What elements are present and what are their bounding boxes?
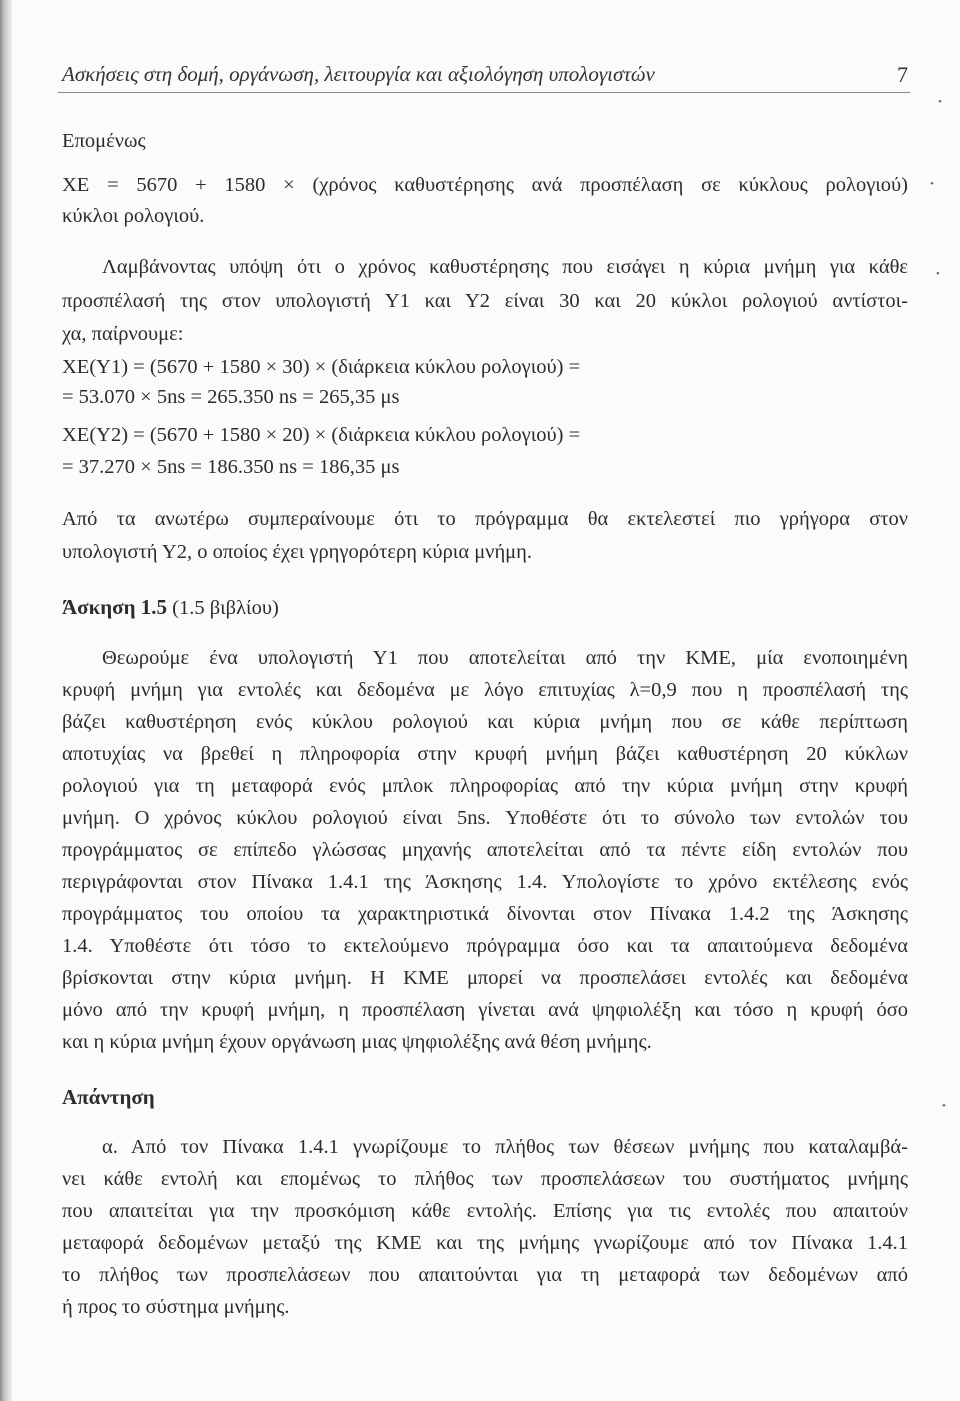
text-line: βρίσκονται στην κύρια μνήμη. Η ΚΜΕ μπορεί να προσπελάσει εντολές και δεδομένα xyxy=(62,967,908,989)
text-line: προσπέλασή της στον υπολογιστή Υ1 και Υ2 είναι 30 και 20 κύκλοι ρολογιού αντίστοι- xyxy=(62,290,908,312)
text-line: που απαιτείται για την προσκόμιση κάθε εντολής. Επίσης για τις εντολές που απαιτούν xyxy=(62,1200,908,1222)
text-line: Θεωρούμε ένα υπολογιστή Υ1 που αποτελείται από την ΚΜΕ, μία ενοποιημένη xyxy=(102,647,908,669)
exercise-heading-rest: (1.5 βιβλίου) xyxy=(167,597,279,619)
header-title: Ασκήσεις στη δομή, οργάνωση, λειτουργία και αξιολόγηση υπολογιστών xyxy=(62,62,655,86)
text-line: περιγράφονται στον Πίνακα 1.4.1 της Άσκησης 1.4. Υπολογίστε το χρόνο εκτέλεσης ενός xyxy=(62,871,908,893)
text-line: κύκλοι ρολογιού. xyxy=(62,205,205,227)
scan-speck: • xyxy=(938,96,942,108)
text-line: ΧΕ = 5670 + 1580 × (χρόνος καθυστέρησης ανά προσπέλαση σε κύκλους ρολογιού) xyxy=(62,174,908,196)
text-line: Από τα ανωτέρω συμπεραίνουμε ότι το πρόγραμμα θα εκτελεστεί πιο γρήγορα στον xyxy=(62,508,908,530)
formula-line: = 37.270 × 5ns = 186.350 ns = 186,35 μs xyxy=(62,456,400,478)
text-line: προγράμματος του οποίου τα χαρακτηριστικά δίνονται στον Πίνακα 1.4.2 της Άσκησης xyxy=(62,903,908,925)
page-number: 7 xyxy=(897,62,908,87)
scan-speck: • xyxy=(942,1100,946,1112)
scan-speck: • xyxy=(930,178,934,190)
text-line: το πλήθος των προσπελάσεων που απαιτούνται για τη μεταφορά των δεδομένων από xyxy=(62,1264,908,1286)
text-line: βάζει καθυστέρηση ενός κύκλου ρολογιού και κύρια μνήμη που σε κάθε περίπτωση xyxy=(62,711,908,733)
text-line: προγράμματος σε επίπεδο γλώσσας μηχανής αποτελείται από τα πέντε είδη εντολών που xyxy=(62,839,908,861)
scan-edge xyxy=(0,0,12,1401)
formula-line: ΧΕ(Υ1) = (5670 + 1580 × 30) × (διάρκεια κύκλου ρολογιού) = xyxy=(62,356,581,378)
text-line: Επομένως xyxy=(62,130,146,152)
text-line: 1.4. Υποθέστε ότι τόσο το εκτελούμενο πρόγραμμα όσο και τα απαιτούμενα δεδομένα xyxy=(62,935,908,957)
text-line: ρολογιού για τη μεταφορά ενός μπλοκ πληροφορίας από την κύρια μνήμη στην κρυφή xyxy=(62,775,908,797)
answer-heading: Απάντηση xyxy=(62,1085,155,1109)
text-line: μόνο από την κρυφή μνήμη, η προσπέλαση γίνεται ανά ψηφιολέξη και τόσο η κρυφή όσο xyxy=(62,999,908,1021)
scan-speck: • xyxy=(936,268,940,280)
text-line: μεταφορά δεδομένων μεταξύ της ΚΜΕ και της μνήμης γνωρίζουμε από τον Πίνακα 1.4.1 xyxy=(62,1232,908,1254)
exercise-heading xyxy=(62,595,279,620)
running-header xyxy=(58,62,910,93)
formula-line: = 53.070 × 5ns = 265.350 ns = 265,35 μs xyxy=(62,386,400,408)
text-line: υπολογιστή Υ2, ο οποίος έχει γρηγορότερη κύρια μνήμη. xyxy=(62,541,533,563)
text-line: Λαμβάνοντας υπόψη ότι ο χρόνος καθυστέρησης που εισάγει η κύρια μνήμη για κάθε xyxy=(102,256,908,278)
text-line: και η κύρια μνήμη έχουν οργάνωση μιας ψηφιολέξης ανά θέση μνήμης. xyxy=(62,1031,652,1053)
text-line: χα, παίρνουμε: xyxy=(62,323,184,345)
text-line: αποτυχίας να βρεθεί η πληροφορία στην κρυφή μνήμη βάζει καθυστέρηση 20 κύκλων xyxy=(62,743,908,765)
exercise-heading-bold: Άσκηση 1.5 xyxy=(62,595,168,619)
text-line: ή προς το σύστημα μνήμης. xyxy=(62,1296,290,1318)
text-line: α. Από τον Πίνακα 1.4.1 γνωρίζουμε το πλήθος των θέσεων μνήμης που καταλαμβά- xyxy=(102,1136,908,1158)
text-line: μνήμη. Ο χρόνος κύκλου ρολογιού είναι 5ns. Υποθέστε ότι το σύνολο των εντολών του xyxy=(62,807,908,829)
formula-line: ΧΕ(Υ2) = (5670 + 1580 × 20) × (διάρκεια κύκλου ρολογιού) = xyxy=(62,424,581,446)
text-line: νει κάθε εντολή και επομένως το πλήθος των προσπελάσεων του συστήματος μνήμης xyxy=(62,1168,908,1190)
text-line: κρυφή μνήμη για εντολές και δεδομένα με λόγο επιτυχίας λ=0,9 που η προσπέλασή της xyxy=(62,679,908,701)
